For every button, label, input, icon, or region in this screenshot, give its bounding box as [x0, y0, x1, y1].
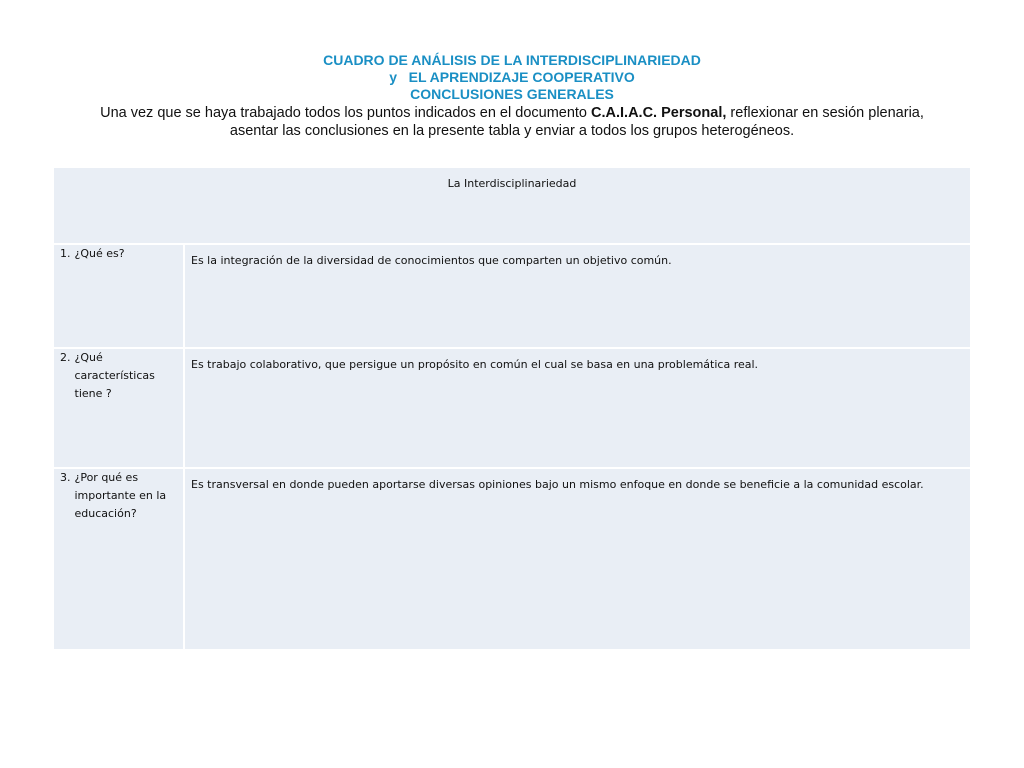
- question-number: 3.: [60, 471, 71, 484]
- title-line-1: CUADRO DE ANÁLISIS DE LA INTERDISCIPLINARIEDAD: [323, 52, 701, 68]
- intro-part-1: Una vez que se haya trabajado todos los puntos indicados en el documento: [100, 105, 592, 121]
- question-text: ¿Qué características tiene ?: [74, 351, 155, 400]
- question-number: 2.: [60, 351, 71, 364]
- question-cell: [53, 244, 184, 348]
- answer-cell[interactable]: Es transversal en donde pueden aportarse diversas opiniones bajo un mismo enfoque en donde se beneficie a la comunidad escolar.: [184, 468, 971, 650]
- intro-line-2: asentar las conclusiones en la presente tabla y enviar a todos los grupos heterogéneos.: [229, 123, 795, 139]
- title-line-2: y EL APRENDIZAJE COOPERATIVO: [389, 69, 635, 85]
- answer-cell[interactable]: Es trabajo colaborativo, que persigue un propósito en común el cual se basa en una problemática real.: [184, 348, 971, 468]
- question-text: ¿Por qué es importante en la educación?: [74, 471, 167, 520]
- intro-bold-document: C.A.I.A.C. Personal,: [591, 105, 727, 121]
- title-line-3: CONCLUSIONES GENERALES: [410, 86, 614, 102]
- intro-part-2: reflexionar en sesión plenaria,: [726, 105, 924, 121]
- table-row: [53, 244, 971, 348]
- table-heading: La Interdisciplinariedad: [53, 167, 971, 244]
- document-header: [0, 52, 1024, 140]
- table-row: [53, 468, 971, 650]
- answer-cell[interactable]: Es la integración de la diversidad de conocimientos que comparten un objetivo común.: [184, 244, 971, 348]
- question-text: ¿Qué es?: [74, 247, 125, 260]
- analysis-table: [52, 166, 972, 651]
- question-cell: [53, 348, 184, 468]
- question-cell: [53, 468, 184, 650]
- intro-text: [0, 104, 1024, 140]
- table-row: [53, 348, 971, 468]
- question-number: 1.: [60, 247, 71, 260]
- table-heading-row: [53, 167, 971, 244]
